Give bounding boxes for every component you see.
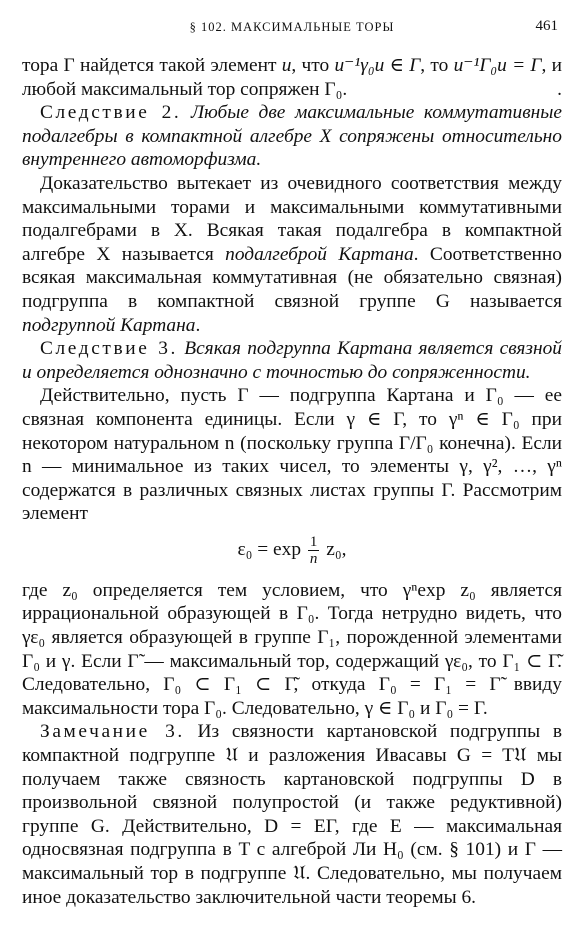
remark-3-label: Замечание 3. [40,721,185,743]
fraction [308,534,320,567]
formula-lhs: ε₀ = exp [237,538,302,560]
remark-3 [22,720,562,909]
section-title: § 102. МАКСИМАЛЬНЫЕ ТОРЫ [189,20,395,34]
corollary-2 [22,101,562,172]
term-cartan-subgroup: подгруппой Картана [22,314,196,336]
proof-corollary-3: Действительно, пусть Г — подгруппа Картана и Г₀ — ее связная компонента единицы. Если γ ∈ Г, то γⁿ ∈ Г₀ при некотором натуральном n (поскольку группа Г/Г₀ конечна). Если n — минимальное из таких чисел, то элементы γ, γ², …, γⁿ содержатся в различных связных листах группы Г. Рассмотрим элемент [22,385,562,525]
running-head [22,14,562,54]
fraction-numerator: 1 [309,533,318,550]
remark-3-text: Из связности картановской подгруппы в компактной подгруппе 𝔘 и разложения Ивасавы G = T𝔘 мы получаем также связность картановской подгруппы D в произвольной связной полупростой (и также редуктивной) группе G. Действительно, D = EГ, где E — максимальная односвязная подгруппа в T с алгеброй Ли H₀ (см. § 101) и Г — максимальный тор в подгруппе 𝔘. Следовательно, мы получаем иное доказательство заключительной части теоремы 6. [22,721,562,908]
proof-paragraph: Доказательство вытекает из очевидного соответствия между максимальными торами и максимальными коммутативными подалгебрами в X. Всякая такая подалгебра в компактной алгебре X называется подалгеброй Картана. Соответственно всякая максимальная коммутативная (не обязательно связная) подгруппа в компактной связной группе G называется подгруппой Картана. [22,172,562,336]
page-number: 461 [535,18,558,34]
corollary-2-label: Следствие 2. [40,102,182,124]
term-cartan-subalgebra: подалгеброй Картана [225,243,414,265]
display-formula [22,534,562,567]
body-text [22,54,562,909]
corollary-2-text: Любые две максимальные коммутативные подалгебры в компактной алгебре X сопряжены относительно внутреннего автоморфизма. [22,102,562,171]
proof-continuation: где z₀ определяется тем условием, что γⁿexp z₀ является иррациональной образующей в Г₀. Тогда нетрудно видеть, что γε₀ является образующей в группе Г₁, порожденной элементами Г₀ и γ. Если Г̃ — максимальный тор, содержащий γε₀, то Г₁ ⊂ Г̃. Следовательно, Г₀ ⊂ Г₁ ⊂ Г̃, откуда Г₀ = Г₁ = Г̃ ввиду максимальности тора Г₀. Следовательно, γ ∈ Г₀ и Г₀ = Г. [22,579,562,719]
paragraph-continuation: тора Г найдется такой элемент u, что u⁻¹γ₀u ∈ Г, то u⁻¹Г₀u = Г, и любой максимальный тор сопряжен Г₀. . [22,55,562,100]
end-of-proof-mark: . [557,78,562,100]
corollary-3-label: Следствие 3. [40,338,179,360]
corollary-3-text: Всякая подгруппа Картана является связной и определяется однозначно с точностью до сопряженности. [22,338,562,383]
fraction-denominator: n [309,550,318,567]
corollary-3 [22,337,562,384]
formula-rhs: z₀, [326,538,347,560]
